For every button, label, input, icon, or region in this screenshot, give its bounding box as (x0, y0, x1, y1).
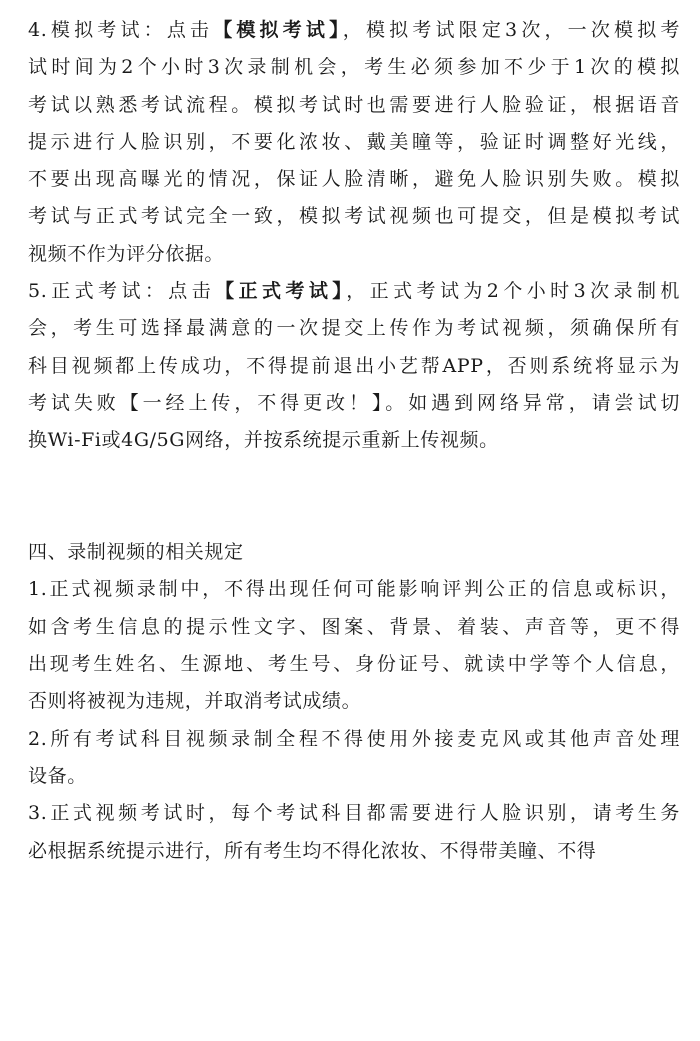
text-line (28, 683, 680, 720)
text-line (28, 571, 680, 608)
paragraph (28, 795, 680, 870)
blank-line (28, 460, 680, 497)
text-segment: ，正式考试为2个小时3次录制机 (346, 280, 680, 303)
text-line (28, 534, 680, 571)
text-line (28, 721, 680, 758)
blank-line (28, 497, 680, 534)
text-segment: 3.正式视频考试时，每个考试科目都需要进行人脸识别，请考生务 (28, 802, 680, 825)
text-segment: 必根据系统提示进行，所有考生均不得化浓妆、不得带美瞳、不得 (28, 839, 597, 862)
text-line (28, 385, 680, 422)
section-heading (28, 534, 680, 571)
text-segment: 考试与正式考试完全一致，模拟考试视频也可提交，但是模拟考试 (28, 205, 680, 228)
text-segment: 5.正式考试：点击 (28, 280, 216, 303)
text-line (28, 609, 680, 646)
text-line (28, 758, 680, 795)
text-segment: 提示进行人脸识别，不要化浓妆、戴美瞳等，验证时调整好光线， (28, 130, 680, 153)
text-segment: 否则将被视为违规，并取消考试成绩。 (28, 690, 362, 713)
text-line (28, 87, 680, 124)
text-segment: 出现考生姓名、生源地、考生号、身份证号、就读中学等个人信息， (28, 653, 680, 676)
text-segment: 1.正式视频录制中，不得出现任何可能影响评判公正的信息或标识， (28, 578, 680, 601)
text-segment: 考试失败【一经上传，不得更改！】。如遇到网络异常，请尝试切 (28, 391, 680, 414)
bold-label: 【模拟考试】 (213, 19, 343, 41)
paragraph (28, 273, 680, 459)
text-segment: ，模拟考试限定3次，一次模拟考 (342, 19, 681, 41)
paragraph (28, 721, 680, 796)
document-page (28, 12, 680, 870)
text-line (28, 833, 680, 870)
text-segment: 4.模拟考试：点击 (28, 19, 214, 41)
text-segment: 四、录制视频的相关规定 (28, 541, 244, 564)
text-line (28, 236, 680, 273)
text-line (28, 273, 680, 310)
bold-label: 【正式考试】 (215, 280, 347, 303)
text-line (28, 460, 680, 497)
text-segment: 不要出现高曝光的情况，保证人脸清晰，避免人脸识别失败。模拟 (28, 168, 680, 191)
text-line (28, 124, 680, 161)
text-line (28, 198, 680, 235)
text-line (28, 422, 680, 459)
text-line (28, 497, 680, 534)
text-segment: 设备。 (28, 764, 87, 787)
text-line (28, 161, 680, 198)
text-segment: 会，考生可选择最满意的一次提交上传作为考试视频，须确保所有 (28, 317, 680, 340)
text-line (28, 348, 680, 385)
paragraph (28, 571, 680, 720)
text-line (28, 310, 680, 347)
text-segment: 考试以熟悉考试流程。模拟考试时也需要进行人脸验证，根据语音 (28, 93, 680, 116)
text-segment: 2.所有考试科目视频录制全程不得使用外接麦克风或其他声音处理 (28, 727, 680, 750)
text-line (28, 12, 680, 49)
text-segment: 换Wi-Fi或4G/5G网络，并按系统提示重新上传视频。 (28, 429, 499, 452)
text-segment: 视频不作为评分依据。 (28, 242, 225, 265)
text-line (28, 795, 680, 832)
text-segment: 试时间为2个小时3次录制机会，考生必须参加不少于1次的模拟 (28, 56, 680, 79)
text-line (28, 49, 680, 86)
text-line (28, 646, 680, 683)
paragraph (28, 12, 680, 273)
text-segment: 科目视频都上传成功，不得提前退出小艺帮APP，否则系统将显示为 (28, 354, 680, 377)
text-segment: 如含考生信息的提示性文字、图案、背景、着装、声音等，更不得 (28, 615, 680, 638)
